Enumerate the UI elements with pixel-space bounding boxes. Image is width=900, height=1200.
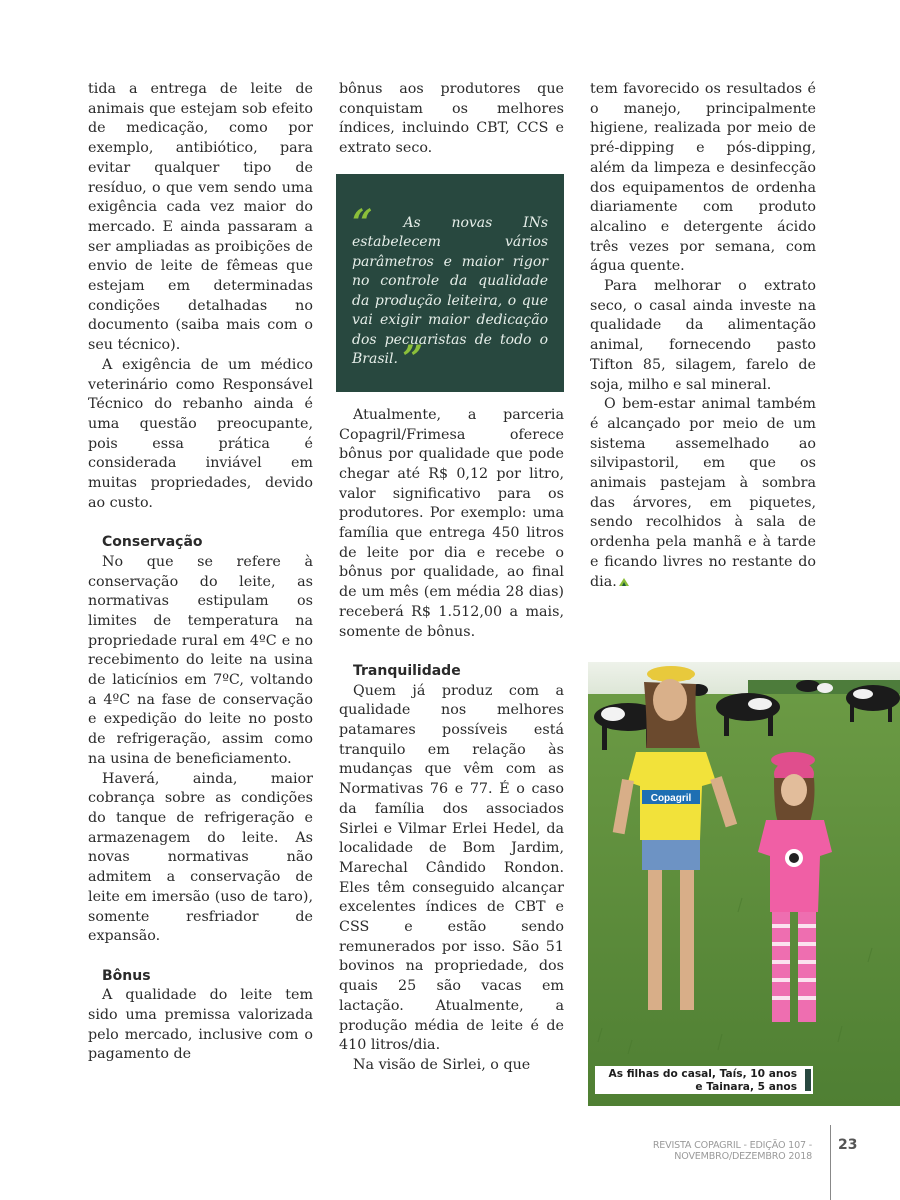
paragraph: bônus aos produtores que conquistam os melhores índices, incluindo CBT, CCS e extrato seco.	[339, 81, 564, 157]
paragraph: O bem-estar animal também é alcançado por meio de um sistema assemelhado ao silvipastoril, em que os animais pastejam à sombra das árvores, em piquetes, sendo recolhidos à sala de ordenha pela manhã e à tarde e ficando livres no restante do dia.	[590, 396, 816, 590]
page-number-divider	[830, 1125, 831, 1200]
article-column-3	[590, 80, 816, 592]
end-of-article-icon	[617, 575, 631, 587]
page-number: 23	[838, 1137, 858, 1153]
paragraph: tem favorecido os resultados é o manejo, principalmente higiene, realizada por meio de pré-dipping e pós-dipping, além da limpeza e desinfecção dos equipamentos de ordenha diariamente com produto alcalino e detergente ácido três vezes por semana, com água quente.	[590, 81, 816, 275]
photo-daughters-in-pasture	[588, 662, 900, 1106]
section-heading-bonus: Bônus	[102, 967, 151, 984]
pasture-photo-illustration	[588, 662, 900, 1106]
article-column-2	[339, 80, 564, 1076]
shirt-logo-text: Copagril	[650, 793, 692, 804]
paragraph: Quem já produz com a qualidade nos melhores patamares possíveis está tranquilo em relação às mudanças que vêm com as Normativas 76 e 77. É o caso da família dos associados Sirlei e Vilmar Erlei Hedel, da localidade de Bom Jardim, Marechal Cândido Rondon. Eles têm conseguido alcançar excelentes índices de CBT e CSS e estão sendo remunerados por isso. São 51 bovinos na propriedade, dos quais 25 são vacas em lactação. Atualmente, a produção média de leite é de 410 litros/dia.	[339, 682, 564, 1054]
paragraph: Haverá, ainda, maior cobrança sobre as condições do tanque de refrigeração e armazenagem do leite. As novas normativas não admitem a conservação de leite em imersão (uso de taro), somente resfriador de expansão.	[88, 770, 313, 945]
section-heading-tranquilidade: Tranquilidade	[353, 662, 461, 679]
paragraph: Na visão de Sirlei, o que	[353, 1057, 531, 1073]
close-quote-icon: ”	[402, 338, 424, 381]
magazine-footer: REVISTA COPAGRIL - EDIÇÃO 107 - NOVEMBRO/DEZEMBRO 2018	[652, 1140, 812, 1162]
article-column-1	[88, 80, 313, 1065]
caption-accent-bar	[805, 1069, 811, 1091]
photo-caption-text: As filhas do casal, Taís, 10 anos e Tainara, 5 anos	[608, 1068, 797, 1093]
pull-quote	[336, 174, 564, 392]
pull-quote-text: As novas INs estabelecem vários parâmetros e maior rigor no controle da qualidade da produção leiteira, o que vai exigir maior dedicação dos pecuaristas de todo o Brasil.	[352, 214, 549, 368]
paragraph: Atualmente, a parceria Copagril/Frimesa oferece bônus por qualidade que pode chegar até R$ 0,12 por litro, valor significativo para os produtores. Por exemplo: uma família que entrega 450 litros de leite por dia e recebe o bônus por qualidade, ao final de um mês (em média 28 dias) receberá R$ 1.512,00 a mais, somente de bônus.	[339, 406, 564, 640]
paragraph: tida a entrega de leite de animais que estejam sob efeito de medicação, como por exemplo, antibiótico, para evitar qualquer tipo de resíduo, o que vem sendo uma exigência cada vez maior do mercado. E ainda passaram a ser ampliadas as proibições de envio de leite de fêmeas que estejam em determinadas condições detalhadas no documento (saiba mais com o seu técnico).	[88, 81, 313, 354]
paragraph: Para melhorar o extrato seco, o casal ainda investe na qualidade da alimentação animal, fornecendo pasto Tifton 85, silagem, farelo de soja, milho e sal mineral.	[590, 278, 816, 393]
paragraph: A qualidade do leite tem sido uma premissa valorizada pelo mercado, inclusive com o pagamento de	[88, 987, 313, 1063]
section-heading-conservacao: Conservação	[102, 534, 203, 551]
photo-caption	[595, 1066, 813, 1094]
open-quote-icon: “	[352, 201, 373, 244]
paragraph: A exigência de um médico veterinário como Responsável Técnico do rebanho ainda é uma questão preocupante, pois essa prática é considerada inviável em muitas propriedades, devido ao custo.	[88, 356, 313, 511]
paragraph: No que se refere à conservação do leite, as normativas estipulam os limites de temperatura na propriedade rural em 4ºC e no recebimento do leite na usina de laticínios em 7ºC, voltando a 4ºC na fase de conservação e expedição do leite no posto de refrigeração, assim como na usina de beneficiamento.	[88, 553, 313, 767]
